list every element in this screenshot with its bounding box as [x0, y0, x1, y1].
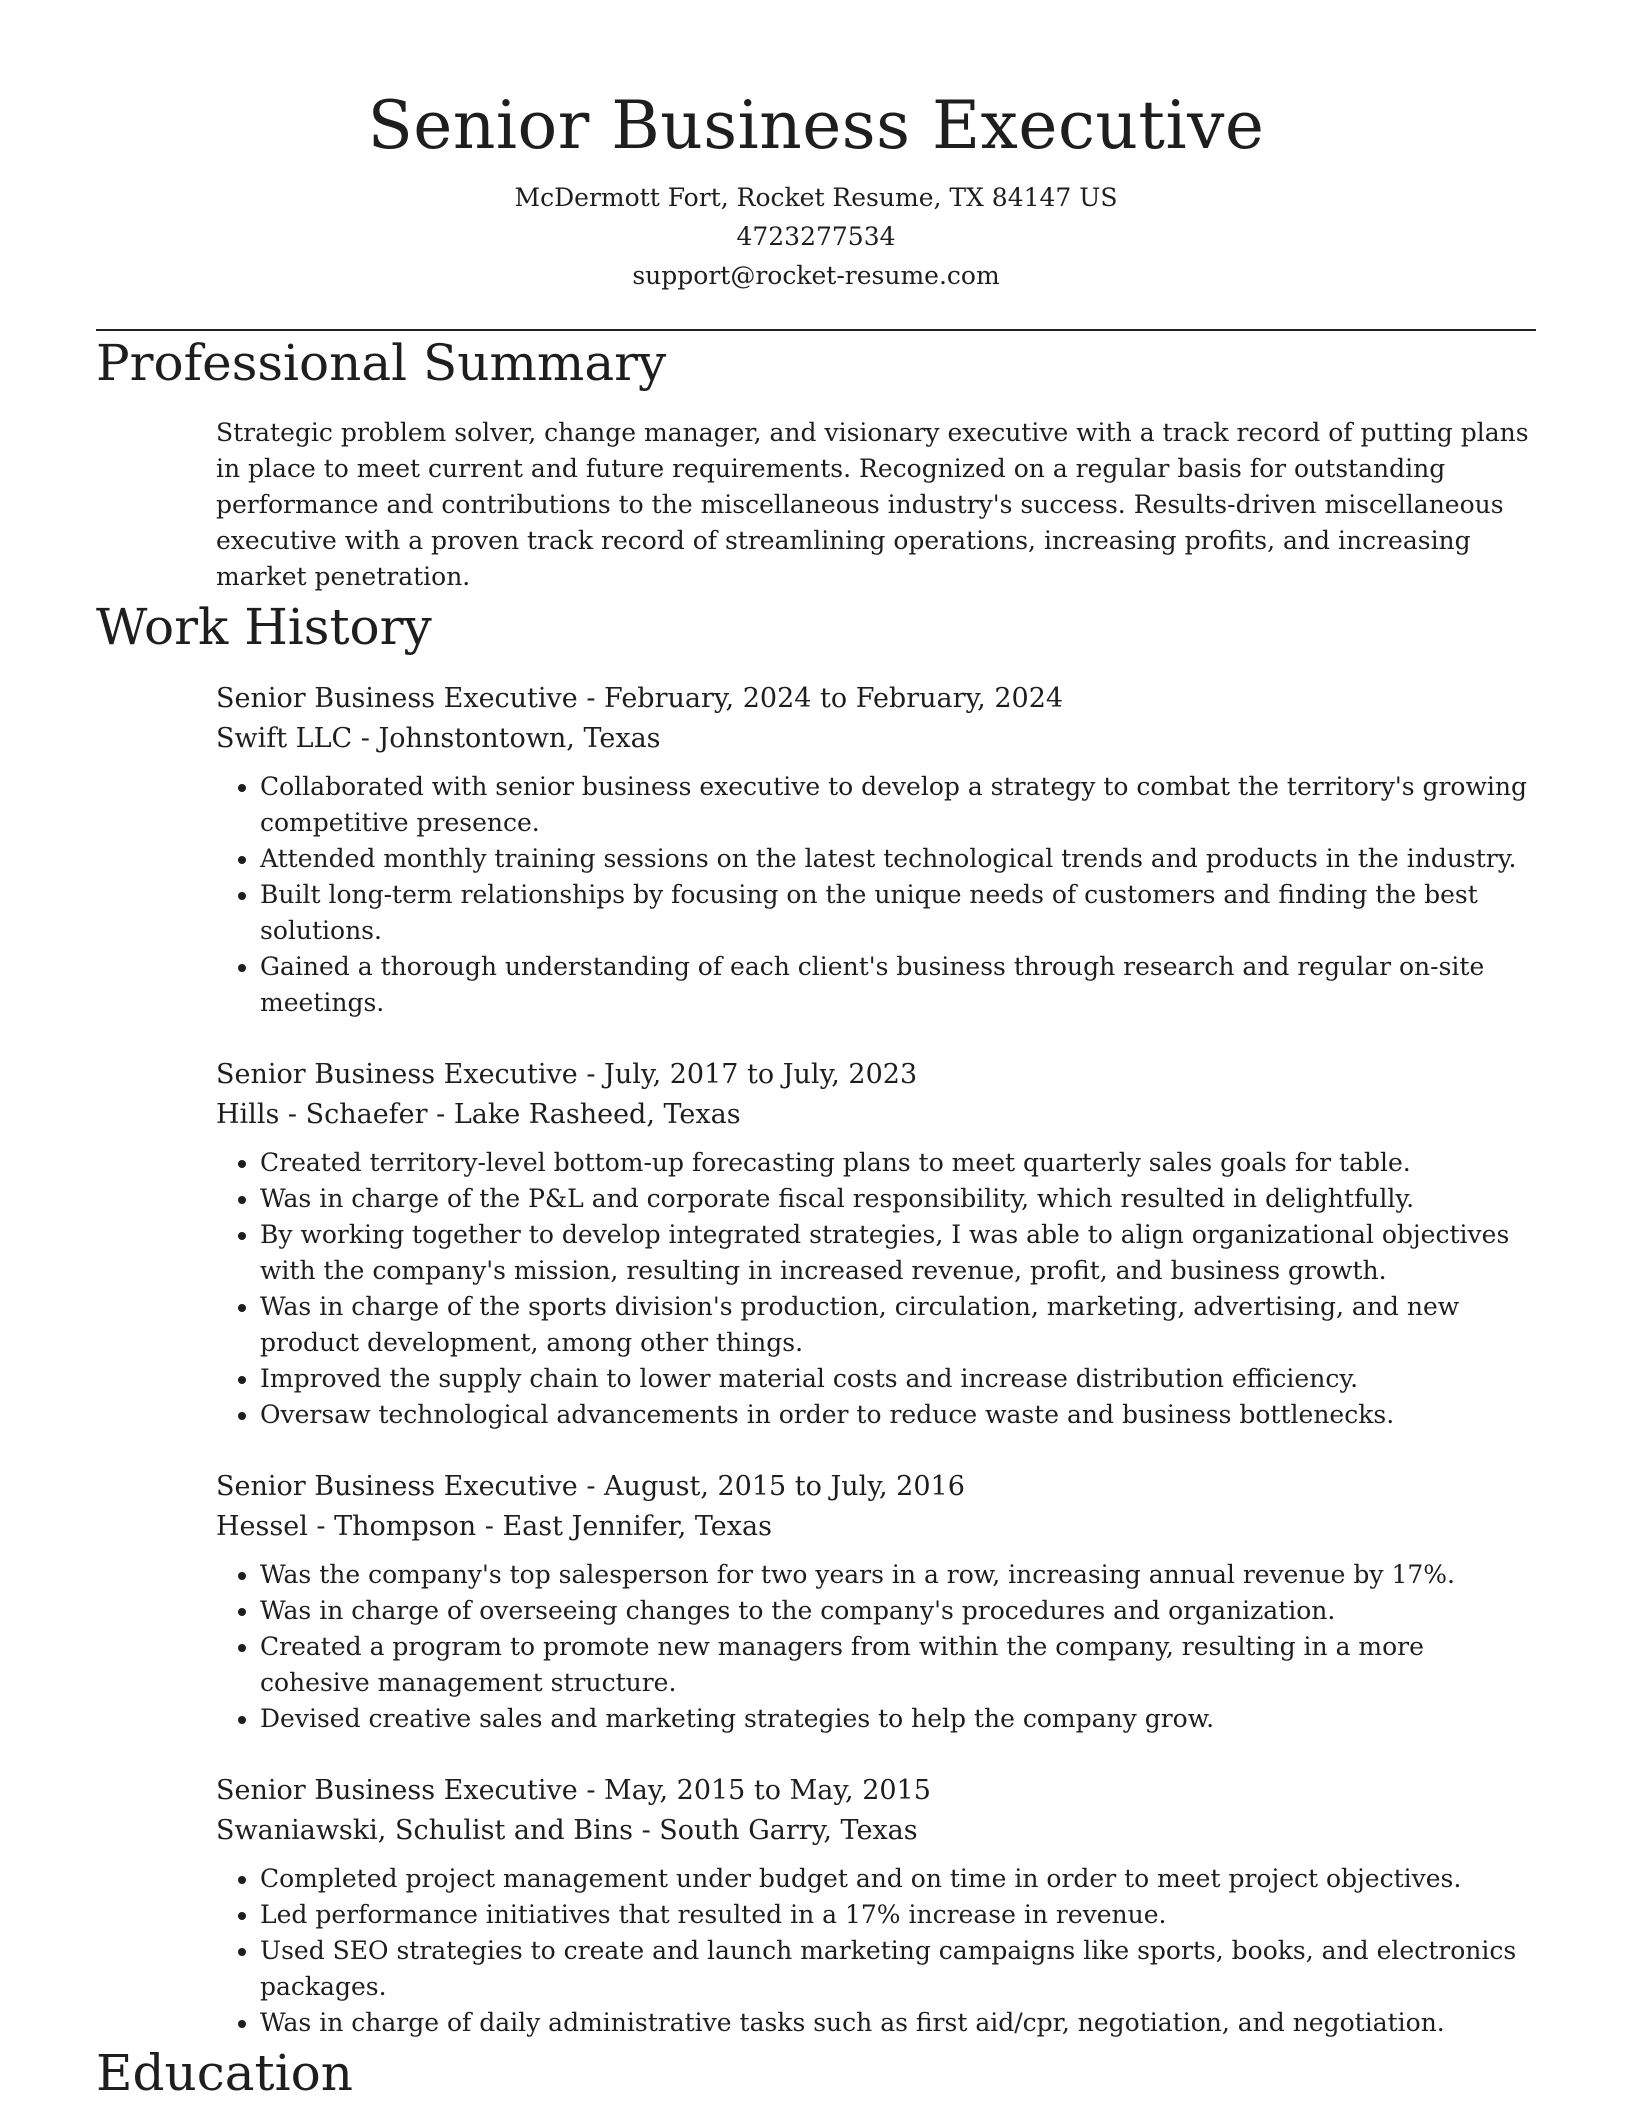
job-bullet: • Was the company's top salesperson for two years in a row, increasing annual revenue by 17%. — [260, 1557, 1536, 1593]
job-bullet: • Created a program to promote new managers from within the company, resulting in a more cohesive management structure. — [260, 1629, 1536, 1701]
summary-text: Strategic problem solver, change manager, and visionary executive with a track record of putting plans in place to meet current and future requirements. Recognized on a regular basis for outstanding performance and contributions to the miscellaneous industry's success. Results-driven miscellaneous executive with a proven track record of streamlining operations, increasing profits, and increasing market penetration. — [216, 418, 1529, 591]
contact-email[interactable]: support@rocket-resume.com — [632, 261, 1000, 290]
resume-name: Senior Business Executive — [367, 87, 1265, 164]
contact-info — [96, 178, 1536, 295]
contact-phone: 4723277534 — [736, 222, 896, 251]
section-title-work-history: Work History — [96, 598, 432, 656]
job-company-line: Hessel - Thompson - East Jennifer, Texas — [216, 1511, 772, 1542]
job-entry — [216, 679, 1536, 1021]
job-bullet: • Led performance initiatives that resulted in a 17% increase in revenue. — [260, 1897, 1536, 1933]
work-history-list — [216, 679, 1536, 2041]
job-company-line: Hills - Schaefer - Lake Rasheed, Texas — [216, 1099, 741, 1130]
job-company-line: Swaniawski, Schulist and Bins - South Garry, Texas — [216, 1815, 918, 1846]
job-bullet: • Used SEO strategies to create and launch marketing campaigns like sports, books, and electronics packages. — [260, 1933, 1536, 2005]
job-bullet: • Created territory-level bottom-up forecasting plans to meet quarterly sales goals for table. — [260, 1145, 1536, 1181]
resume-page — [96, 0, 1536, 2105]
job-bullet: • Collaborated with senior business executive to develop a strategy to combat the territory's growing competitive presence. — [260, 769, 1536, 841]
resume-header — [96, 0, 1536, 295]
job-bullet: • By working together to develop integrated strategies, I was able to align organizational objectives with the company's mission, resulting in increased revenue, profit, and business growth. — [260, 1217, 1536, 1289]
job-bullet: • Oversaw technological advancements in order to reduce waste and business bottlenecks. — [260, 1397, 1536, 1433]
section-title-education: Education — [96, 2044, 353, 2102]
job-bullet: • Improved the supply chain to lower material costs and increase distribution efficiency. — [260, 1361, 1536, 1397]
job-bullets — [216, 769, 1536, 1021]
job-entry — [216, 1055, 1536, 1433]
job-bullet: • Was in charge of the sports division's production, circulation, marketing, advertising, and new product development, among other things. — [260, 1289, 1536, 1361]
job-bullet: • Built long-term relationships by focusing on the unique needs of customers and finding the best solutions. — [260, 877, 1536, 949]
section-title-summary: Professional Summary — [96, 334, 667, 392]
job-title-line: Senior Business Executive - July, 2017 to July, 2023 — [216, 1059, 918, 1090]
job-bullet: • Attended monthly training sessions on the latest technological trends and products in the industry. — [260, 841, 1536, 877]
job-entry — [216, 1771, 1536, 2041]
job-bullet: • Devised creative sales and marketing strategies to help the company grow. — [260, 1701, 1536, 1737]
job-bullets — [216, 1861, 1536, 2041]
job-bullet: • Was in charge of daily administrative tasks such as first aid/cpr, negotiation, and negotiation. — [260, 2005, 1536, 2041]
job-bullet: • Was in charge of overseeing changes to the company's procedures and organization. — [260, 1593, 1536, 1629]
job-company-line: Swift LLC - Johnstontown, Texas — [216, 723, 661, 754]
job-title-line: Senior Business Executive - August, 2015 to July, 2016 — [216, 1471, 965, 1502]
job-bullets — [216, 1145, 1536, 1433]
job-bullets — [216, 1557, 1536, 1737]
job-bullet: • Gained a thorough understanding of each client's business through research and regular on-site meetings. — [260, 949, 1536, 1021]
job-bullet: • Completed project management under budget and on time in order to meet project objectives. — [260, 1861, 1536, 1897]
job-bullet: • Was in charge of the P&L and corporate fiscal responsibility, which resulted in delightfully. — [260, 1181, 1536, 1217]
job-title-line: Senior Business Executive - February, 2024 to February, 2024 — [216, 683, 1064, 714]
job-title-line: Senior Business Executive - May, 2015 to May, 2015 — [216, 1775, 931, 1806]
job-entry — [216, 1467, 1536, 1737]
contact-address: McDermott Fort, Rocket Resume, TX 84147 US — [514, 183, 1118, 212]
